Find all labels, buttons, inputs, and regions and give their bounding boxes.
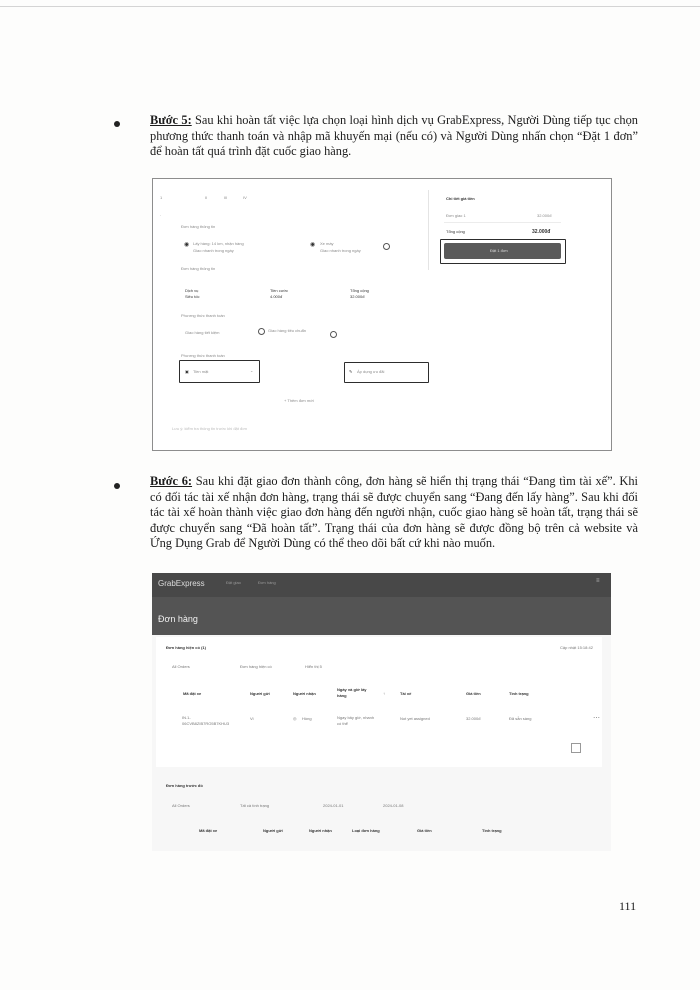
col-fee-value: 4.000đ [270,294,283,299]
payment-section-label: Phương thức thanh toán [181,313,225,318]
step-5-paragraph [150,113,638,160]
page-number: 111 [619,899,637,913]
filter-all-orders[interactable]: All Orders [172,664,190,669]
header-price: Giá tiền [466,691,481,696]
receiver-pin-icon: ◎ [293,716,297,721]
prev-date-to[interactable]: 2024-01-08 [383,803,404,808]
previous-orders-title: Đơn hàng trước đó [166,783,203,788]
vehicle-radio[interactable] [383,243,390,250]
footer-note: Lưu ý: kiểm tra thông tin trước khi đặt đơn [172,426,248,431]
economy-radio[interactable] [258,328,265,335]
prev-header-sender: Người gửi [263,828,283,833]
prev-header-order-type: Loại đơn hàng [352,828,380,833]
base-fee-label: Đơn giao 1 [446,213,466,218]
col-total-header: Tổng cộng [350,288,369,293]
cash-label: Tiền mặt [193,369,209,374]
nav-item-book[interactable]: Đặt giao [226,580,241,585]
col-fee-header: Tiền cước [270,288,289,293]
total-value: 32.000đ [532,229,551,235]
price-summary-title: Chi tiết giá tiền [446,196,475,201]
stepper-mark: IV [243,195,247,200]
delivery-option[interactable]: Lấy hàng: 14 km, nhận hàng [193,241,244,246]
current-orders-card [156,637,602,767]
step-5-label: Bước 5: [150,113,192,127]
row-driver: Not yet assigned [400,716,430,721]
payment-option-standard[interactable]: Giao hàng tiêu chuẩn [268,328,307,333]
cash-icon: ▣ [185,369,189,374]
add-order-link[interactable]: + Thêm đơn mới [284,398,314,403]
total-label: Tổng cộng [446,229,465,234]
prev-header-status: Tình trạng [482,828,502,833]
step-6-text: Sau khi đặt giao đơn thành công, đơn hàng sẽ hiển thị trạng thái “Đang tìm tài xế”. Khi có đối tác tài xế nhận đơn hàng, trạng thái sẽ được chuyển sang “Đang đến lấy hàng”. Sau khi đối tác tài xế hoàn thành việc giao đơn hàng đến người nhận, cuốc giao hàng sẽ hoàn tất, trạng thái sẽ được chuyển sang “Đã hoàn tất”. Trạng thái của đơn hàng sẽ được đồng bộ trên cả website và Ứng Dụng Grab để Người Dùng có thể theo dõi bất cứ khi nào muốn. [150,474,638,551]
filter-current[interactable]: Đơn hàng hiện có [240,664,272,669]
row-price: 32.000đ [466,716,481,721]
header-driver: Tài xế [400,691,412,696]
brand-logo: GrabExpress [158,579,205,588]
col-total-value: 32.000đ [350,294,365,299]
menu-icon[interactable]: ≡ [596,578,600,584]
stepper-mark: II [205,195,208,200]
prev-date-from[interactable]: 2024-01-01 [323,803,344,808]
nav-item-orders[interactable]: Đơn hàng [258,580,276,585]
prev-filter-status[interactable]: Tất cả tình trạng [240,803,270,808]
orders-screenshot [152,573,611,851]
header-pickup-time: Ngày và giờ lấy hàng [337,687,367,698]
panel-divider [428,190,429,270]
last-updated: Cập nhật 15:18:42 [560,645,593,650]
title-band [152,597,611,635]
prev-header-receiver: Người nhận [309,828,332,833]
place-order-label: Đặt 1 đơn [490,248,508,253]
promo-label: Áp dụng ưu đãi [357,369,385,374]
bullet-step-5 [114,121,120,127]
vehicle-option[interactable]: Xe máy [320,241,334,246]
page-title: Đơn hàng [158,614,198,624]
step-5-text: Sau khi hoàn tất việc lựa chọn loại hình dịch vụ GrabExpress, Người Dùng tiếp tục chọn phương thức thanh toán và nhập mã khuyến mại (nếu có) và Người Dùng nhấn chọn “Đặt 1 đơn” để hoàn tất quá trình đặt cuốc giao hàng. [150,113,638,159]
pagination-box[interactable] [571,743,581,753]
delivery-icon: ◉ [184,242,190,248]
cash-select-highlight[interactable] [179,360,260,383]
prev-filter-all[interactable]: All Orders [172,803,190,808]
stepper-mark: III [224,195,228,200]
header-status: Tình trạng [509,691,529,696]
row-receiver: Hồng [302,716,312,721]
header-receiver: Người nhận [293,691,316,696]
header-sender: Người gửi [250,691,270,696]
vehicle-option-sub: Giao nhanh trong ngày [320,248,361,253]
base-fee-value: 32.000đ [537,213,552,218]
order-info-label: Đơn hàng thông tin [181,266,216,271]
tag-icon: ✎ [349,369,353,374]
step-6-paragraph [150,474,638,552]
payment-option-economy[interactable]: Giao hàng tiết kiệm [185,330,220,335]
more-options-icon[interactable]: ⋯ [593,715,600,722]
sort-icon[interactable]: ↑ [383,691,385,696]
motorbike-icon: ◉ [310,242,316,248]
step-6-label: Bước 6: [150,474,193,488]
service-section-label: Đơn hàng thông tin [181,224,216,229]
row-pickup-time: Ngay bây giờ, nhanh có thể [337,715,375,726]
stepper-mark: 1 [160,195,163,200]
prev-header-price: Giá tiền [417,828,432,833]
top-navbar [152,573,611,597]
summary-divider [444,222,561,223]
header-booking-id: Mã đặt xe [183,691,202,696]
place-order-highlight [440,239,566,264]
row-booking-id[interactable]: IN.1- 06CVB8ZIB7RO5B7KHU3 [182,715,230,726]
top-border-line [0,6,700,7]
payment-method-label: Phương thức thanh toán [181,353,225,358]
col-service-value: Siêu tốc [185,294,200,299]
current-orders-title: Đơn hàng hiện có (1) [166,645,206,650]
col-service-header: Dịch vụ [185,288,199,293]
standard-radio[interactable] [330,331,337,338]
bullet-step-6 [114,483,120,489]
chevron-down-icon: ⌄ [250,368,254,373]
row-sender: Vi [250,716,254,721]
filter-count[interactable]: Hiển thị 5 [305,664,322,669]
row-status: Đã sẵn sàng [509,716,532,721]
delivery-option-sub: Giao nhanh trong ngày [193,248,234,253]
prev-header-booking-id: Mã đặt xe [199,828,218,833]
stepper-mark: · [160,213,162,218]
